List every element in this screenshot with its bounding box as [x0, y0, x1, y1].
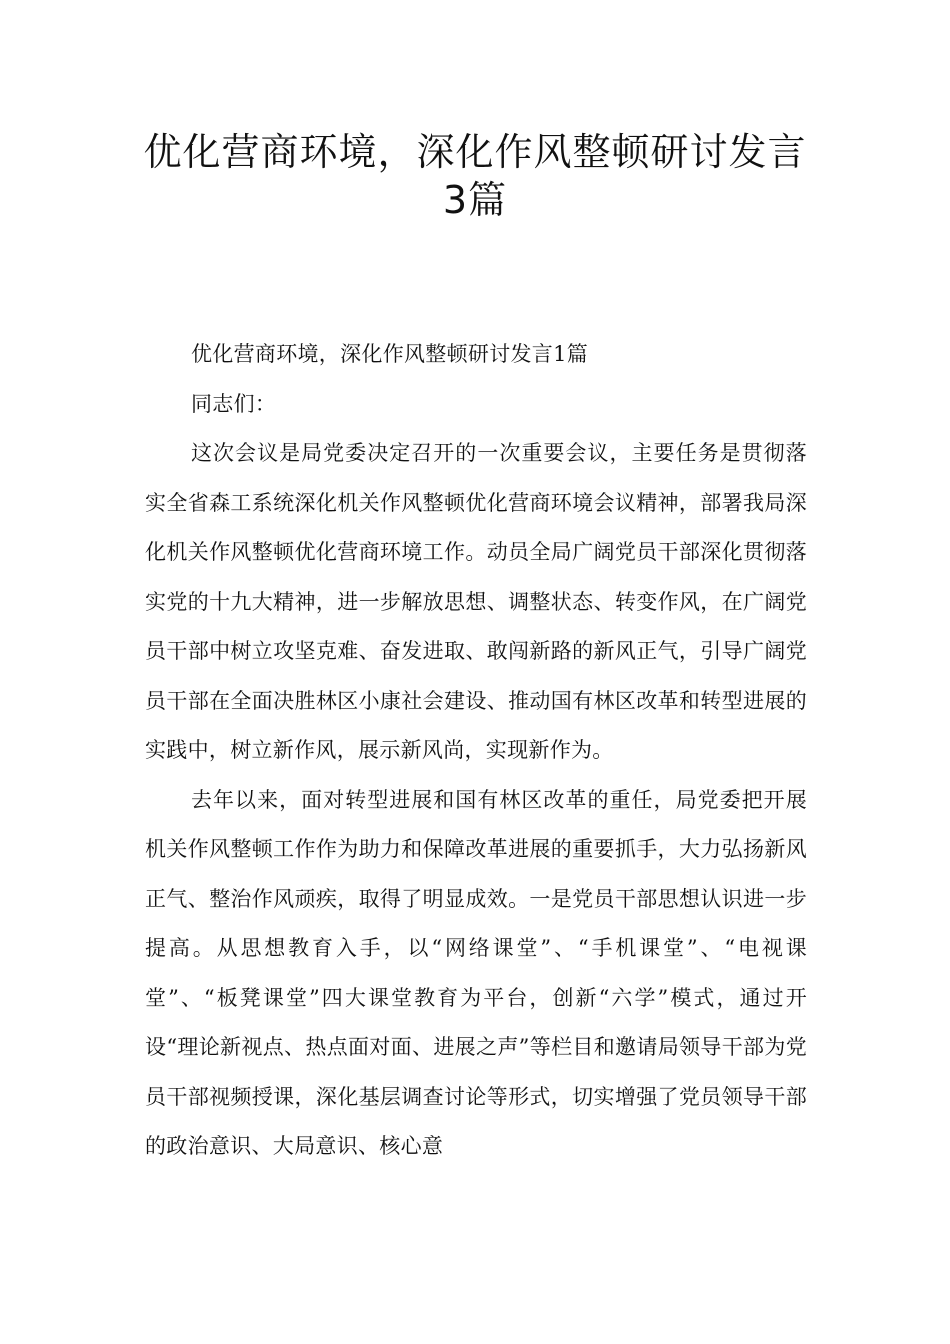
salutation: 同志们：: [191, 391, 277, 416]
paragraph-2: 去年以来，面对转型进展和国有林区改革的重任，局党委把开展机关作风整顿工作作为助力和保障改革进展的重要抓手，大力弘扬新风正气、整治作风顽疾，取得了明显成效。一是党员干部思想认识进一步提高。从思想教育入手，以“网络课堂”、“手机课堂”、“电视课堂”、“板凳课堂”四大课堂教育为平台，创新“六学”模式，通过开设“理论新视点、热点面对面、进展之声”等栏目和邀请局领导干部为党员干部视频授课，深化基层调查讨论等形式，切实增强了党员领导干部的政治意识、大局意识、核心意: [145, 787, 807, 1158]
paragraph-1: 这次会议是局党委决定召开的一次重要会议，主要任务是贯彻落实全省森工系统深化机关作风整顿优化营商环境会议精神，部署我局深化机关作风整顿优化营商环境工作。动员全局广阔党员干部深化贯彻落实党的十九大精神，进一步解放思想、调整状态、转变作风，在广阔党员干部中树立攻坚克难、奋发进取、敢闯新路的新风正气，引导广阔党员干部在全面决胜林区小康社会建设、推动国有林区改革和转型进展的实践中，树立新作风，展示新风尚，实现新作为。: [145, 441, 807, 762]
document-body: [145, 330, 807, 1172]
document-title: [100, 128, 850, 224]
subheading: 优化营商环境，深化作风整顿研讨发言1篇: [191, 342, 589, 366]
title-line-1: 优化营商环境，深化作风整顿研讨发言: [143, 130, 807, 174]
title-line-2: 3篇: [442, 178, 508, 222]
